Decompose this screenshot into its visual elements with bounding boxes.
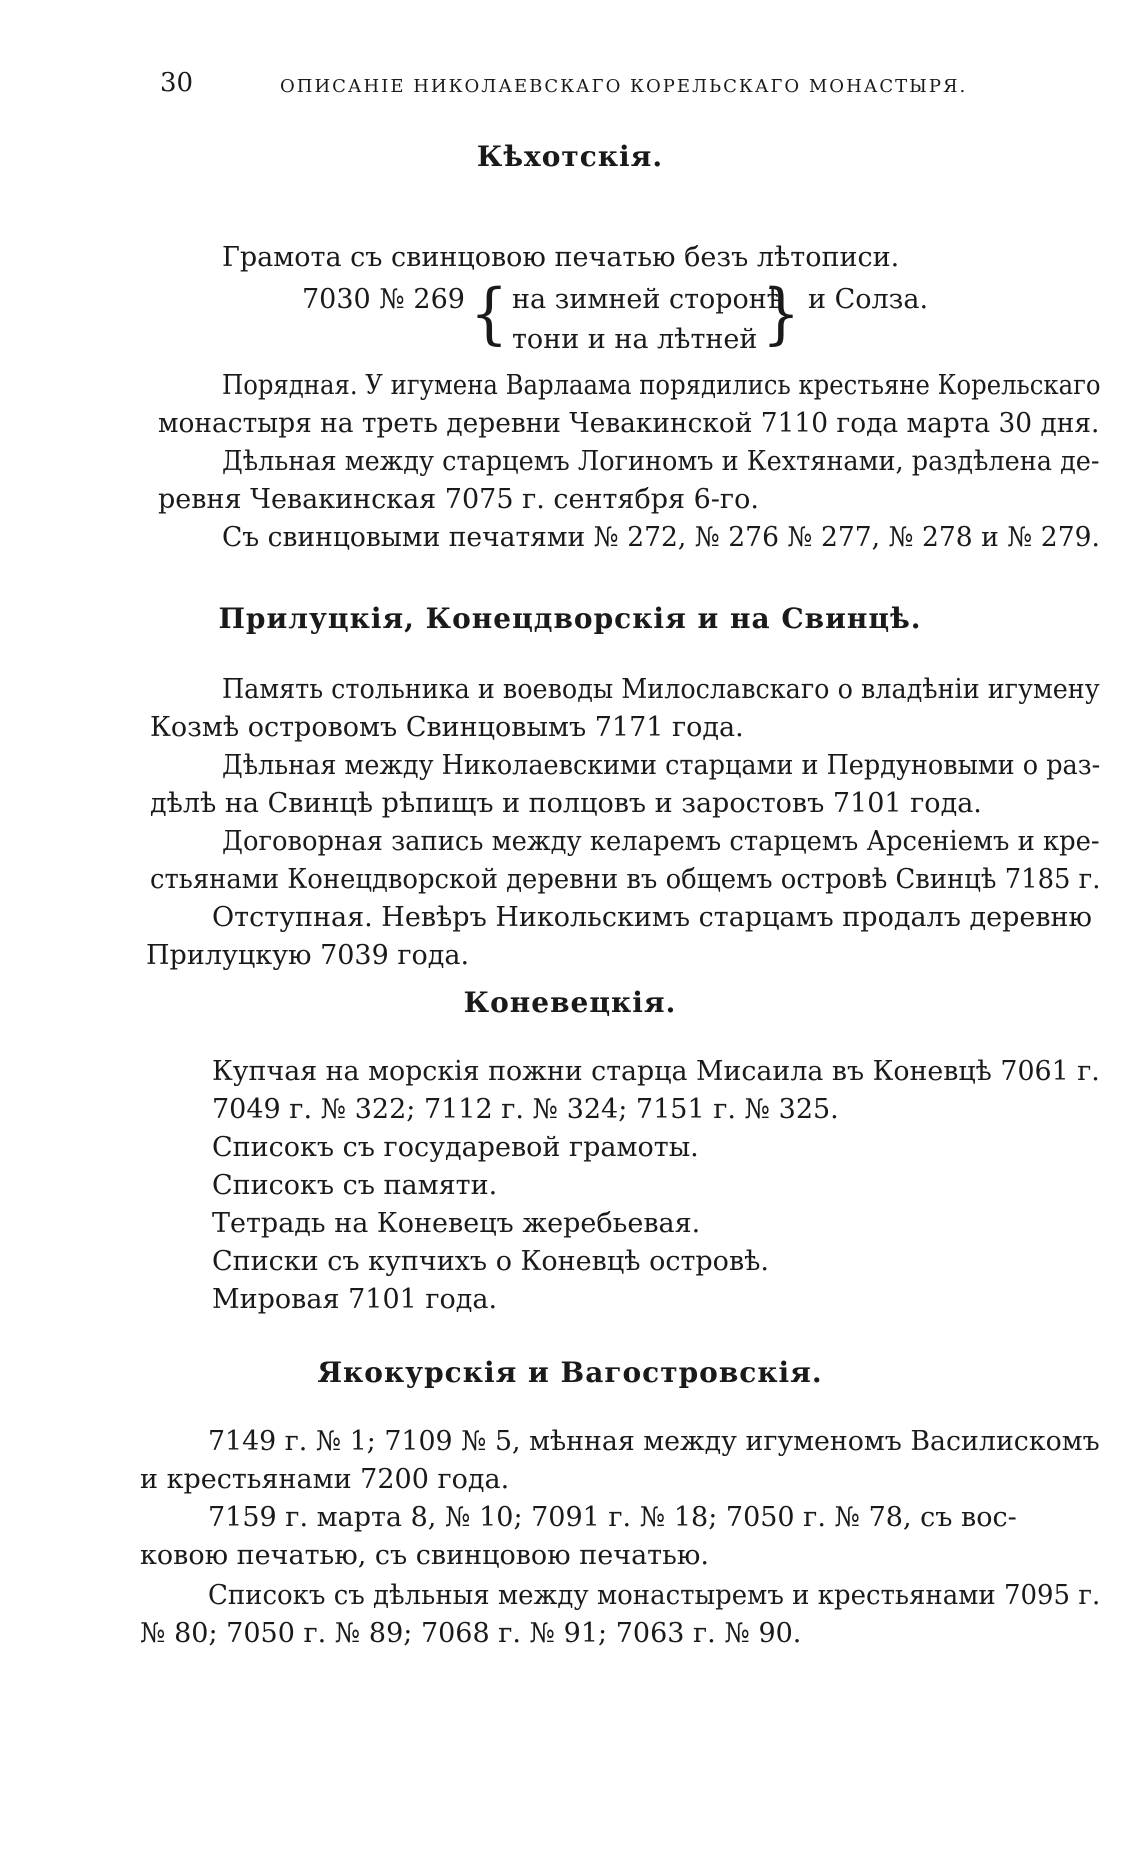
text-line: 7049 г. № 322; 7112 г. № 324; 7151 г. № 325. — [212, 1094, 839, 1125]
section-heading: Прилуцкія, Конецдворскія и на Свинцѣ. — [218, 602, 922, 635]
right-brace: } — [762, 275, 801, 353]
text-line: Купчая на морскія пожни старца Мисаила въ Коневцѣ 7061 г. — [212, 1056, 1100, 1087]
text-line: № 80; 7050 г. № 89; 7068 г. № 91; 7063 г. № 90. — [140, 1618, 802, 1649]
left-brace: { — [470, 275, 509, 353]
text-line: стьянами Конецдворской деревни въ общемъ островѣ Свинцѣ 7185 г. — [150, 864, 1101, 895]
text-line: ковою печатью, съ свинцовою печатью. — [140, 1540, 709, 1571]
section-heading: Кѣхотскія. — [476, 140, 664, 173]
section-heading: Коневецкія. — [463, 986, 677, 1019]
text-line: Списокъ съ дѣльныя между монастыремъ и крестьянами 7095 г. — [208, 1580, 1101, 1611]
text-line: Съ свинцовыми печатями № 272, № 276 № 277, № 278 и № 279. — [222, 522, 1100, 553]
text-line: Козмѣ островомъ Свинцовымъ 7171 года. — [150, 712, 744, 743]
text-line: Грамота съ свинцовою печатью безъ лѣтописи. — [222, 242, 900, 273]
text-line: Отступная. Невѣръ Никольскимъ старцамъ продалъ деревню — [212, 902, 1093, 933]
text-line: Порядная. У игумена Варлаама порядились крестьяне Корельскаго — [222, 370, 1101, 401]
text-line: Списки съ купчихъ о Коневцѣ островѣ. — [212, 1246, 770, 1277]
text-line: Тетрадь на Коневецъ жеребьевая. — [212, 1208, 701, 1239]
text-line: Списокъ съ государевой грамоты. — [212, 1132, 699, 1163]
text-line: Договорная запись между келаремъ старцемъ Арсеніемъ и кре- — [222, 826, 1100, 857]
section-heading: Якокурскія и Вагостровскія. — [317, 1356, 823, 1389]
text-line: и Солза. — [808, 284, 929, 315]
text-line: Дѣльная между старцемъ Логиномъ и Кехтянами, раздѣлена де- — [222, 446, 1100, 477]
text-line: тони и на лѣтней — [512, 324, 758, 355]
text-line: Прилуцкую 7039 года. — [146, 940, 470, 971]
text-line: Память стольника и воеводы Милославскаго о владѣніи игумену — [222, 674, 1100, 705]
text-line: 7149 г. № 1; 7109 № 5, мѣнная между игуменомъ Василискомъ — [208, 1426, 1100, 1457]
text-line: Мировая 7101 года. — [212, 1284, 498, 1315]
text-line: Списокъ съ памяти. — [212, 1170, 498, 1201]
text-line: Дѣльная между Николаевскими старцами и Пердуновыми о раз- — [222, 750, 1101, 781]
text-line: 7159 г. марта 8, № 10; 7091 г. № 18; 7050 г. № 78, съ вос- — [208, 1502, 1017, 1533]
text-line: ревня Чевакинская 7075 г. сентября 6-го. — [158, 484, 759, 515]
text-line: монастыря на треть деревни Чевакинской 7110 года марта 30 дня. — [158, 408, 1100, 439]
page-number: 30 — [160, 68, 194, 98]
text-line: и крестьянами 7200 года. — [140, 1464, 510, 1495]
text-line: дѣлѣ на Свинцѣ рѣпищъ и полцовъ и заростовъ 7101 года. — [150, 788, 982, 819]
text-line: 7030 № 269 — [302, 284, 465, 315]
running-title: ОПИСАНІЕ НИКОЛАЕВСКАГО КОРЕЛЬСКАГО МОНАСТЫРЯ. — [280, 76, 968, 97]
text-line: на зимней сторонѣ — [512, 284, 784, 315]
